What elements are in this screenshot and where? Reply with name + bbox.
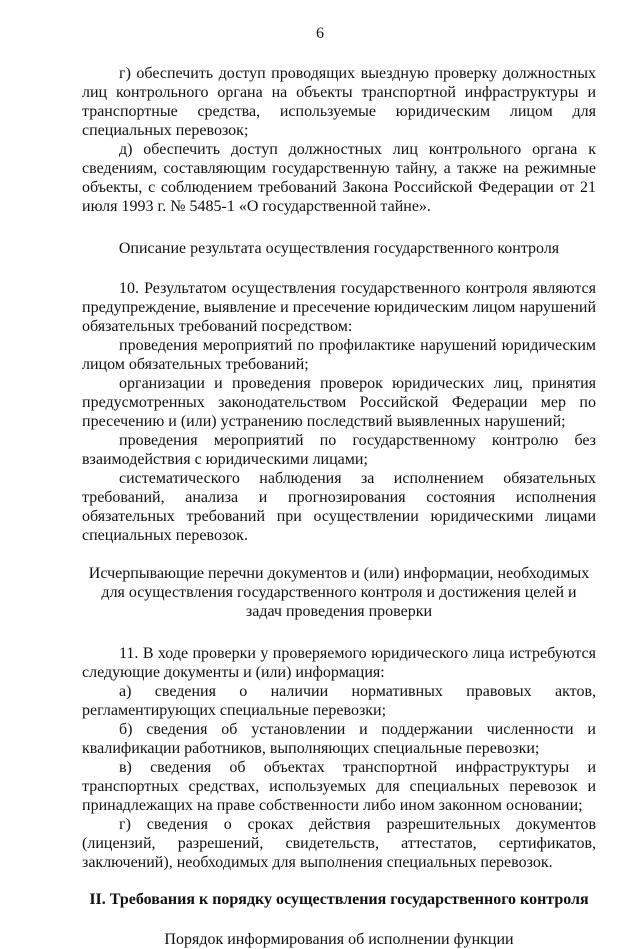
paragraph-d: д) обеспечить доступ должностных лиц контрольного органа к сведениям, составляющим государственную тайну, а также на режимные объекты, с соблюдением требований Закона Российской Федерации от 21 июля 1993 г. № 5485-1 «О государственной тайне».	[82, 141, 596, 215]
document-body	[82, 64, 596, 949]
heading-document-lists: Исчерпывающие перечни документов и (или) информации, необходимых для осуществления государственного контроля и достижения целей и задач проведения проверки	[88, 565, 590, 620]
paragraph-10-item-3: проведения мероприятий по государственному контролю без взаимодействия с юридическими лицами;	[82, 432, 596, 468]
paragraph-10-item-2: организации и проведения проверок юридических лиц, принятия предусмотренных законодательством Российской Федерации мер по пресечению и (или) устранению последствий выявленных нарушений;	[82, 375, 596, 430]
paragraph-10-item-1: проведения мероприятий по профилактике нарушений юридическим лицом обязательных требований;	[82, 337, 596, 373]
paragraph-11: 11. В ходе проверки у проверяемого юридического лица истребуются следующие документы и (или) информация:	[82, 645, 596, 681]
page-number: 6	[316, 25, 324, 42]
section-heading-ii: II. Требования к порядку осуществления государственного контроля	[89, 891, 589, 908]
paragraph-11-v: в) сведения об объектах транспортной инфраструктуры и транспортных средствах, используемых для специальных перевозок и принадлежащих на праве собственности либо ином законном основании;	[82, 759, 596, 814]
paragraph-g: г) обеспечить доступ проводящих выездную проверку должностных лиц контрольного органа на объекты транспортной инфраструктуры и транспортные средства, используемые юридическим лицом для специальных перевозок;	[82, 65, 596, 139]
paragraph-11-a: а) сведения о наличии нормативных правовых актов, регламентирующих специальные перевозки;	[82, 683, 596, 719]
paragraph-11-g: г) сведения о сроках действия разрешительных документов (лицензий, разрешений, свидетельств, аттестатов, сертификатов, заключений), необходимых для выполнения специальных перевозок.	[82, 816, 596, 871]
heading-result-description: Описание результата осуществления государственного контроля	[118, 240, 560, 257]
paragraph-10-item-4: систематического наблюдения за исполнением обязательных требований, анализа и прогнозирования состояния исполнения обязательных требований при осуществлении юридическими лицами специальных перевозок.	[82, 470, 596, 544]
heading-informing-order: Порядок информирования об исполнении функции	[164, 931, 514, 948]
paragraph-10: 10. Результатом осуществления государственного контроля являются предупреждение, выявление и пресечение юридическим лицом нарушений обязательных требований посредством:	[82, 280, 596, 335]
paragraph-11-b: б) сведения об установлении и поддержании численности и квалификации работников, выполняющих специальные перевозки;	[82, 721, 596, 757]
